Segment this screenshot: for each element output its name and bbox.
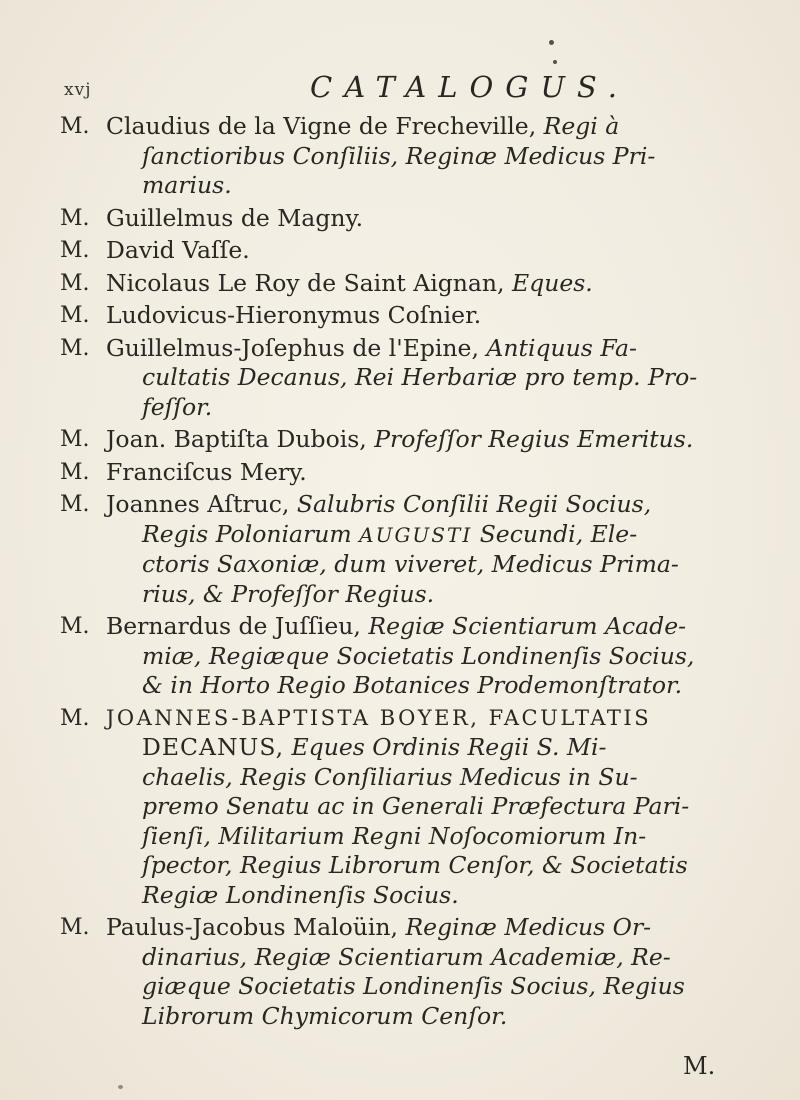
entry-marker: M.: [60, 614, 90, 639]
entry-line: Nicolaus Le Roy de Saint Aignan, Eques.: [106, 268, 593, 297]
page-header: [60, 70, 740, 110]
entry-line: rius, & Profeſſor Regius.: [142, 579, 435, 608]
entry-marker: M.: [60, 427, 90, 452]
catalogue-entry: [60, 425, 750, 455]
page-number: xvj: [64, 80, 92, 100]
entry-line: premo Senatu ac in Generali Præfectura Pari-: [142, 792, 690, 820]
entry-marker: M.: [60, 915, 90, 940]
entry-marker: M.: [60, 303, 90, 328]
catalogue-list: [60, 112, 750, 1034]
entry-marker: M.: [60, 270, 90, 296]
entry-line: ſanctioribus Conſiliis, Reginæ Medicus Pri-: [142, 141, 656, 170]
entry-line: Regis Poloniarum AUGUSTI Secundi, Ele-: [142, 519, 638, 548]
entry-marker: M.: [60, 114, 90, 139]
catalogue-entry: [60, 204, 750, 234]
catalogue-entry: [60, 704, 750, 911]
entry-line: ſpector, Regius Librorum Cenſor, & Societatis: [142, 851, 688, 879]
entry-marker: M.: [60, 492, 90, 517]
catalogue-entry: [60, 490, 750, 609]
catalogue-entry: [60, 913, 750, 1031]
catchword: M.: [683, 1052, 716, 1080]
entry-marker: M.: [60, 705, 90, 731]
running-title: CATALOGUS.: [310, 70, 629, 104]
entry-line: chaelis, Regis Conſiliarius Medicus in Su-: [142, 762, 638, 791]
entry-line: Guillelmus de Magny.: [106, 203, 364, 232]
entry-line: ſienſi, Militarium Regni Noſocomiorum In-: [142, 821, 647, 850]
entry-line: Bernardus de Juſſieu, Regiæ Scientiarum Acade-: [106, 612, 687, 640]
entry-line: Guillelmus-Joſephus de l'Epine, Antiquus Fa-: [106, 333, 637, 362]
entry-line: Franciſcus Mery.: [106, 457, 307, 486]
entry-marker: M.: [60, 205, 90, 231]
entry-line: dinarius, Regiæ Scientiarum Academiæ, Re-: [142, 942, 671, 971]
catalogue-entry: [60, 612, 750, 701]
ink-speck: [553, 60, 557, 64]
catalogue-entry: [60, 236, 750, 266]
entry-line: cultatis Decanus, Rei Herbariæ pro temp. Pro-: [142, 363, 698, 391]
entry-line: & in Horto Regio Botanices Prodemonſtrator.: [142, 671, 683, 699]
catalogue-entry: [60, 458, 750, 488]
entry-line: Paulus-Jacobus Maloüin, Reginæ Medicus Or-: [106, 913, 652, 941]
ink-speck: [549, 40, 554, 45]
catalogue-entry: [60, 112, 750, 201]
entry-line: Librorum Chymicorum Cenſor.: [142, 1001, 508, 1030]
ink-speck: [118, 1085, 123, 1089]
entry-line: David Vaſſe.: [106, 236, 250, 264]
entry-line: JOANNES-BAPTISTA BOYER, FACULTATIS: [106, 705, 652, 730]
entry-marker: M.: [60, 335, 90, 361]
catalogue-entry: [60, 334, 750, 423]
catalogue-entry: [60, 269, 750, 299]
entry-line: ctoris Saxoniæ, dum viveret, Medicus Prima-: [142, 550, 679, 578]
entry-line: marius.: [142, 171, 232, 199]
entry-line: miæ, Regiæque Societatis Londinenſis Socius,: [142, 641, 695, 670]
entry-line: Claudius de la Vigne de Frecheville, Regi à: [106, 112, 620, 140]
entry-line: Ludovicus-Hieronymus Coſnier.: [106, 301, 482, 329]
catalogue-entry: [60, 301, 750, 331]
entry-line: Joan. Baptiſta Dubois, Profeſſor Regius Emeritus.: [106, 425, 694, 453]
entry-line: Joannes Aſtruc, Salubris Conſilii Regii Socius,: [106, 490, 652, 518]
entry-line: feſſor.: [142, 392, 213, 421]
entry-marker: M.: [60, 238, 90, 263]
entry-line: giæque Societatis Londinenſis Socius, Regius: [142, 972, 685, 1000]
entry-line: Regiæ Londinenſis Socius.: [142, 880, 459, 909]
entry-line: DECANUS, Eques Ordinis Regii S. Mi-: [142, 733, 607, 761]
entry-marker: M.: [60, 459, 90, 485]
